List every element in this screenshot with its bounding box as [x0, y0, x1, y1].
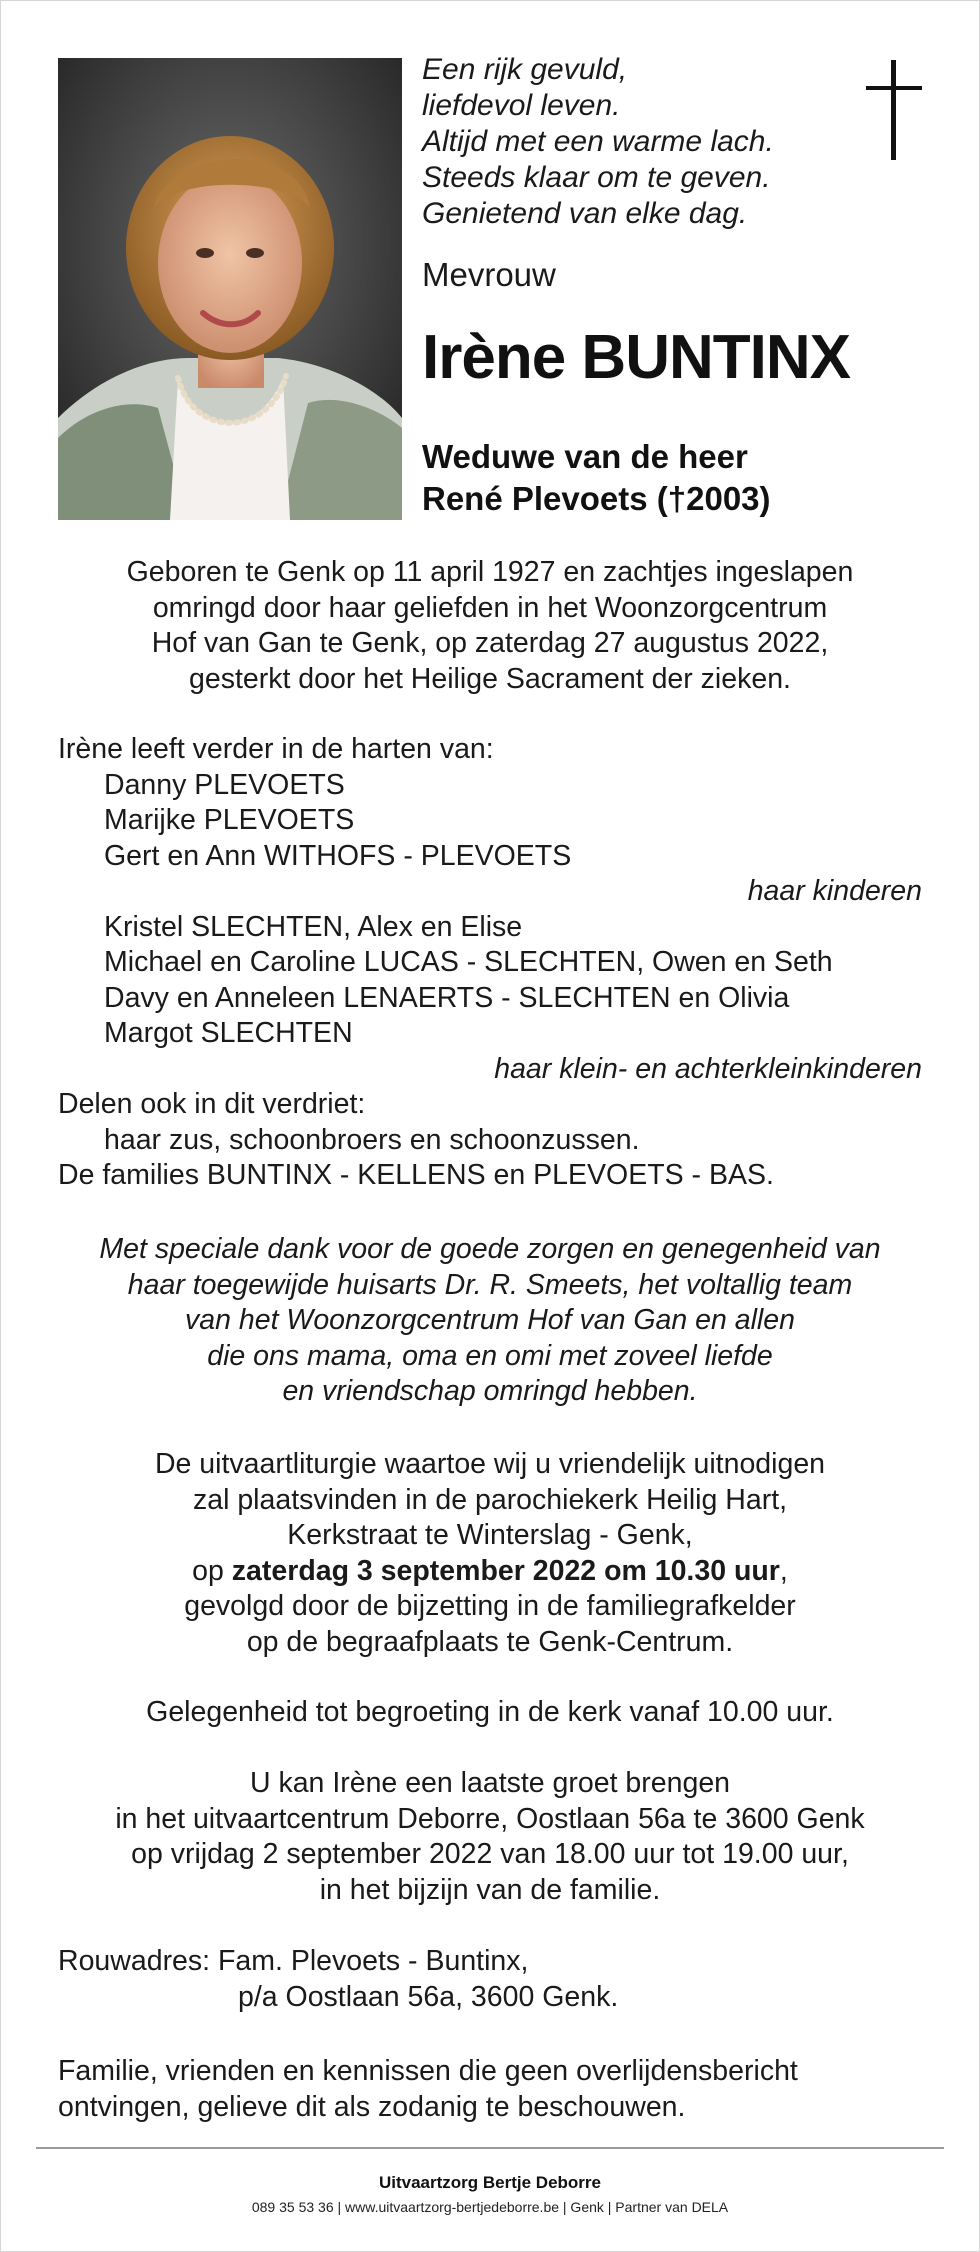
birth-line: omringd door haar geliefden in het Woonzorgcentrum: [152, 591, 828, 624]
portrait-illustration: [58, 58, 402, 520]
grandchild-name: Davy en Anneleen LENAERTS - SLECHTEN en Olivia: [104, 981, 790, 1014]
survivors-intro: Irène leeft verder in de harten van:: [58, 733, 494, 765]
funeral-block: [58, 1447, 922, 1660]
poem-line: Altijd met een warme lach.: [422, 125, 774, 158]
farewell-block: [58, 1766, 922, 1908]
farewell-line: op vrijdag 2 september 2022 van 18.00 uur tot 19.00 uur,: [131, 1838, 849, 1870]
grandchild-name: Kristel SLECHTEN, Alex en Elise: [104, 910, 523, 943]
cross-icon: [866, 60, 922, 160]
title-prefix: Mevrouw: [422, 256, 556, 293]
footer-title: Uitvaartzorg Bertje Deborre: [378, 2173, 601, 2192]
funeral-line: op de begraafplaats te Genk-Centrum.: [246, 1625, 734, 1658]
closing-line: Familie, vrienden en kennissen die geen overlijdensbericht: [58, 2055, 798, 2087]
children-label: haar kinderen: [747, 875, 922, 907]
share-intro: Delen ook in dit verdriet:: [58, 1088, 366, 1120]
funeral-line: Kerkstraat te Winterslag - Genk,: [287, 1519, 693, 1551]
survivors-block: [58, 732, 922, 1194]
thanks-line: die ons mama, oma en omi met zoveel liefde: [207, 1339, 773, 1372]
grandchild-name: Michael en Caroline LUCAS - SLECHTEN, Owen en Seth: [104, 946, 833, 978]
farewell-line: in het uitvaartcentrum Deborre, Oostlaan 56a te 3600 Genk: [115, 1802, 865, 1835]
closing-line: ontvingen, gelieve dit als zodanig te beschouwen.: [58, 2090, 686, 2123]
funeral-date-post: ,: [779, 1554, 788, 1587]
birth-line: Hof van Gan te Genk, op zaterdag 27 augustus 2022,: [151, 627, 829, 659]
farewell-line: U kan Irène een laatste groet brengen: [249, 1767, 731, 1799]
thanks-line: en vriendschap omringd hebben.: [282, 1375, 698, 1407]
thanks-line: haar toegewijde huisarts Dr. R. Smeets, het voltallig team: [127, 1268, 853, 1301]
poem-line: Steeds klaar om te geven.: [422, 161, 771, 194]
widow-line: René Plevoets (†2003): [422, 480, 771, 517]
thanks-block: [58, 1232, 922, 1410]
deceased-name: Irène BUNTINX: [422, 323, 850, 392]
birth-line: Geboren te Genk op 11 april 1927 en zachtjes ingeslapen: [126, 556, 854, 588]
poem: [422, 52, 774, 232]
share-relatives: haar zus, schoonbroers en schoonzussen.: [104, 1123, 640, 1156]
child-name: Danny PLEVOETS: [104, 768, 345, 801]
grandchild-name: Margot SLECHTEN: [104, 1017, 353, 1049]
closing-block: [58, 2054, 922, 2125]
funeral-line: zal plaatsvinden in de parochiekerk Heilig Hart,: [192, 1483, 788, 1516]
address-line: p/a Oostlaan 56a, 3600 Genk.: [238, 1980, 619, 2013]
child-name: Gert en Ann WITHOFS - PLEVOETS: [104, 839, 572, 872]
address-block: [58, 1944, 922, 2015]
thanks-line: Met speciale dank voor de goede zorgen en genegenheid van: [99, 1233, 881, 1265]
address-line: Rouwadres: Fam. Plevoets - Buntinx,: [58, 1945, 529, 1977]
portrait-photo: [58, 58, 402, 520]
footer-divider: [36, 2147, 944, 2149]
footer-info: 089 35 53 36 | www.uitvaartzorg-bertjedeborre.be | Genk | Partner van DELA: [251, 2199, 729, 2215]
poem-line: liefdevol leven.: [422, 89, 621, 122]
families-line: De families BUNTINX - KELLENS en PLEVOETS - BAS.: [58, 1159, 774, 1191]
birth-block: [58, 555, 922, 697]
funeral-date-line: [58, 1554, 922, 1590]
poem-line: Een rijk gevuld,: [422, 53, 628, 86]
widow-of: [422, 436, 771, 520]
condolence-line: Gelegenheid tot begroeting in de kerk vanaf 10.00 uur.: [146, 1696, 834, 1728]
funeral-date-pre: op: [192, 1554, 232, 1587]
widow-line: Weduwe van de heer: [422, 438, 748, 475]
funeral-date: zaterdag 3 september 2022 om 10.30 uur: [231, 1554, 780, 1587]
poem-line: Genietend van elke dag.: [422, 197, 748, 230]
grandchildren-label: haar klein- en achterkleinkinderen: [494, 1052, 922, 1085]
farewell-line: in het bijzijn van de familie.: [319, 1873, 661, 1906]
birth-line: gesterkt door het Heilige Sacrament der zieken.: [189, 662, 791, 695]
funeral-line: gevolgd door de bijzetting in de familiegrafkelder: [184, 1590, 796, 1622]
child-name: Marijke PLEVOETS: [104, 804, 355, 836]
thanks-line: van het Woonzorgcentrum Hof van Gan en allen: [185, 1304, 795, 1336]
funeral-line: De uitvaartliturgie waartoe wij u vriendelijk uitnodigen: [154, 1448, 826, 1480]
